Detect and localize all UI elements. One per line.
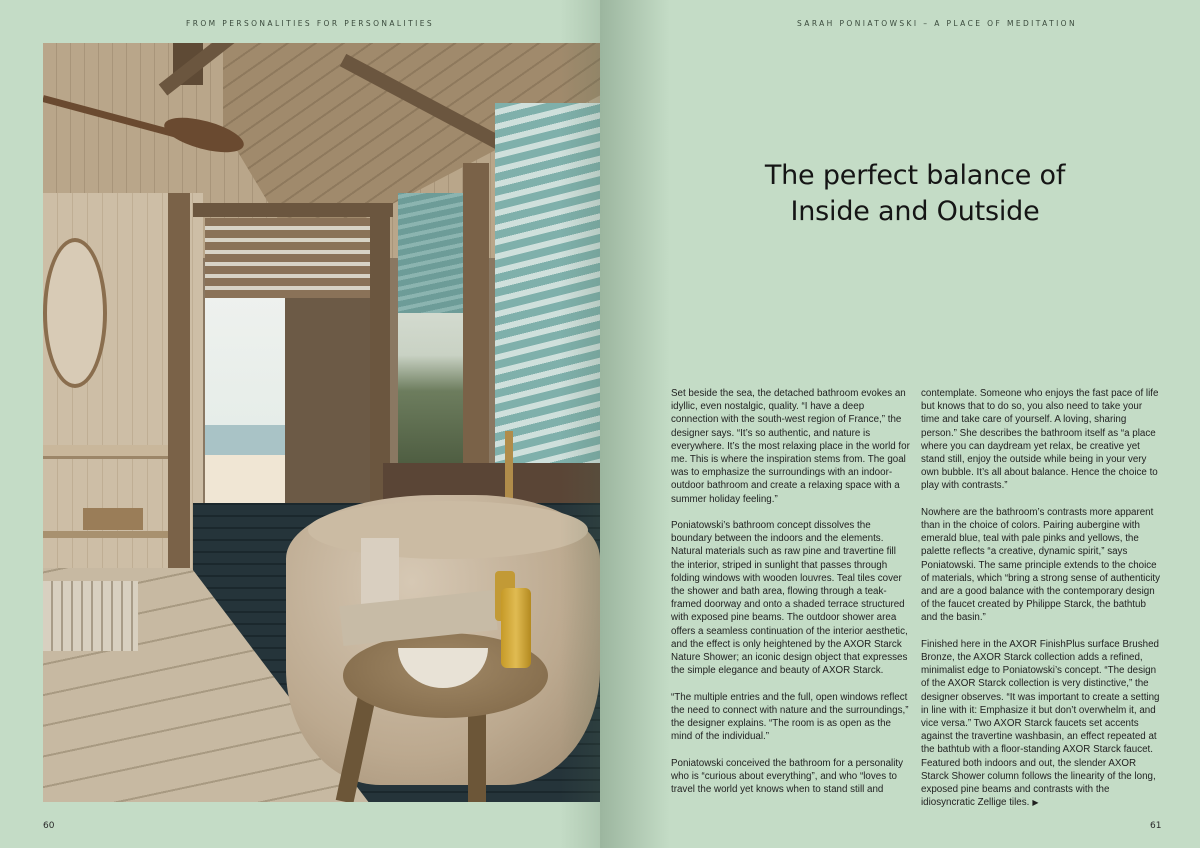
paragraph: Set beside the sea, the detached bathroom evokes an idyllic, even nostalgic, quality. “I have a deep connection with the south-west region of France,” the designer says. “It’s so authentic, and nature is everywhere. It’s the most relaxing place in the world for me. This is where the inspiration stems from. The goal was to emphasize the surroundings with an indoor-outdoor bathroom and create a relaxing space with a summer holiday feeling.” <box>671 388 910 505</box>
photo-sand <box>205 455 285 505</box>
photo-window-louvres-right <box>495 103 600 473</box>
paragraph: Poniatowski conceived the bathroom for a personality who is “curious about everything”, and who “loves to travel the world yet knows when to stand still and <box>671 757 903 796</box>
photo-shelf <box>43 531 171 538</box>
running-head-right: SARAH PONIATOWSKI – A PLACE OF MEDITATION <box>797 19 1077 28</box>
photo-sea <box>205 425 285 455</box>
running-head-left: FROM PERSONALITIES FOR PERSONALITIES <box>186 19 435 28</box>
photo-post-left <box>168 193 190 568</box>
paragraph: “The multiple entries and the full, open windows reflect the need to connect with nature and the surroundings,” the designer explains. “The room is as open as the mind of the individual.” <box>671 691 909 743</box>
paragraph-last <box>921 638 1161 810</box>
bathroom-photo <box>43 43 600 802</box>
photo-oil-bottle <box>501 588 531 668</box>
photo-door-lintel <box>193 203 393 217</box>
right-page <box>600 0 1200 848</box>
paragraph: Nowhere are the bathroom’s contrasts more apparent than in the choice of colors. Pairing aubergine with emerald blue, teal with pale pinks and yellows, the palette reflects “a creative, dynamic spirit,” says Poniatowski. The same principle extends to the choice of materials, which “bring a strong sense of authenticity and are a good balance with the contemporary design of the faucet created by Philippe Starck, the bathtub and the basin.” <box>921 506 1161 624</box>
end-of-article-arrow-icon: ▶ <box>1032 798 1039 808</box>
photo-round-mirror <box>43 238 107 388</box>
headline-line-2: Inside and Outside <box>790 196 1040 227</box>
page-number-right: 61 <box>1150 821 1162 831</box>
body-column-1 <box>671 387 911 796</box>
paragraph: contemplate. Someone who enjoys the fast pace of life but knows that to do so, you also need to take your time and take care of yourself. A loving, sharing person.” She describes the bathroom itself as “a place where you can daydream yet relax, be creative yet stand still, enjoy the outside while being in your very own bubble. It’s all about balance. Hence the choice to play with contrasts.” <box>921 388 1159 492</box>
page-number-left: 60 <box>43 821 55 831</box>
headline-line-1: The perfect balance of <box>764 160 1066 191</box>
photo-bathtub-rim <box>308 501 588 559</box>
photo-basket <box>83 508 143 530</box>
photo-striped-rug <box>43 581 138 651</box>
body-column-2 <box>921 387 1161 809</box>
photo-window-louvres-left <box>398 193 468 313</box>
photo-washbasin-counter <box>43 445 168 459</box>
article-headline <box>710 158 1120 230</box>
paragraph-text: Finished here in the AXOR FinishPlus surface Brushed Bronze, the AXOR Starck collection adds a refined, minimalist edge to Poniatowski’s concept. “The design of the AXOR Starck collection is very distinctive,” the designer observes. “It was important to create a setting in line with it: Emphasize it but don’t overwhelm it, and vice versa.” Two AXOR Starck faucets set accents against the travertine washbasin, an effect repeated at the bathtub with a floor-standing AXOR Starck faucet. Featured both indoors and out, the slender AXOR Starck Shower column follows the linearity of the long, exposed pine beams and contrasts with the idiosyncratic Zellige tiles. <box>921 638 1160 809</box>
photo-terrace-slats <box>205 218 370 298</box>
paragraph: Poniatowski’s bathroom concept dissolves the boundary between the indoors and the elements. Natural materials such as raw pine and travertine fill the interior, striped in sunlight that passes through folding windows with wooden louvres. Teal tiles cover the shower and bath area, flowing through a teak-framed doorway and onto a shaded terrace structured with exposed pine beams. The outdoor shower area offers a seamless continuation of the interior aesthetic, and the effect is only heightened by the AXOR Starck Nature Shower; an iconic design object that expresses the simple elegance and beauty of AXOR Starck. <box>671 520 908 677</box>
photo-stool-leg <box>468 708 486 802</box>
